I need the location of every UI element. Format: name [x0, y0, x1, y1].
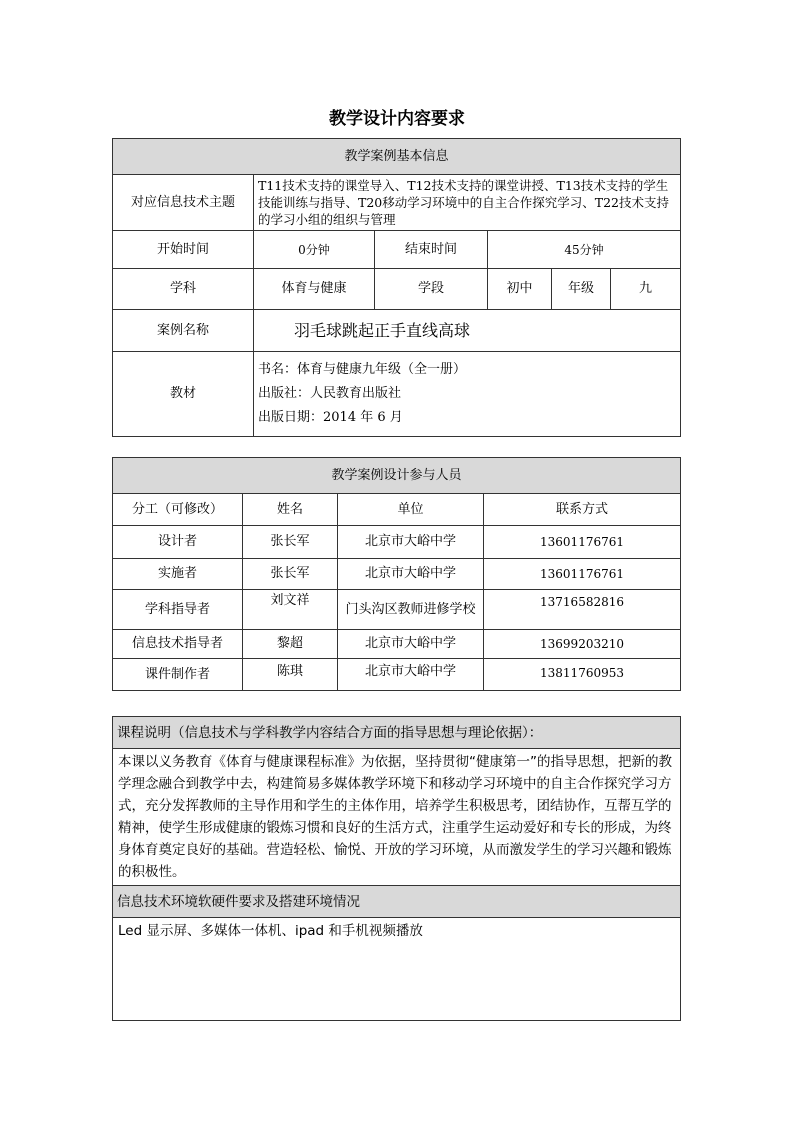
column-header: 姓名	[243, 494, 338, 526]
contact-cell: 13601176761	[484, 526, 681, 559]
participants-table	[112, 457, 681, 691]
name-cell: 黎超	[243, 630, 338, 659]
topic-label: 对应信息技术主题	[113, 175, 254, 231]
name-cell: 陈琪	[243, 659, 338, 691]
grade-value: 九	[611, 269, 681, 310]
start-time-label: 开始时间	[113, 231, 254, 269]
subject-label: 学科	[113, 269, 254, 310]
textbook-line: 出版社：人民教育出版社	[258, 386, 402, 401]
subject-value: 体育与健康	[254, 269, 375, 310]
role-cell: 学科指导者	[113, 590, 243, 630]
start-time-value: 0分钟	[254, 231, 375, 269]
stage-value: 初中	[488, 269, 552, 310]
end-time-value: 45分钟	[488, 231, 681, 269]
participants-header: 教学案例设计参与人员	[113, 458, 681, 494]
end-time-label: 结束时间	[375, 231, 488, 269]
unit-cell: 北京市大峪中学	[338, 630, 484, 659]
table-row	[113, 526, 681, 559]
case-name-label: 案例名称	[113, 310, 254, 352]
name-cell: 张长军	[243, 559, 338, 590]
unit-cell: 北京市大峪中学	[338, 659, 484, 691]
role-cell: 信息技术指导者	[113, 630, 243, 659]
course-description: 本课以义务教育《体育与健康课程标准》为依据，坚持贯彻“健康第一”的指导思想，把新的教学理念融合到教学中去，构建简易多媒体教学环境下和移动学习环境中的自主合作探究学习方式，充分发挥教师的主导作用和学生的主体作用，培养学生积极思考，团结协作，互帮互学的精神，使学生形成健康的锻炼习惯和良好的生活方式，注重学生运动爱好和专长的形成，为终身体育奠定良好的基础。营造轻松、愉悦、开放的学习环境，从而激发学生的学习兴趣和锻炼的积极性。	[113, 749, 681, 886]
textbook-value	[254, 352, 681, 437]
topic-value: T11技术支持的课堂导入、T12技术支持的课堂讲授、T13技术支持的学生技能训练与指导、T20移动学习环境中的自主合作探究学习、T22技术支持的学习小组的组织与管理	[254, 175, 681, 231]
environment-header: 信息技术环境软硬件要求及搭建环境情况	[113, 886, 681, 918]
stage-label: 学段	[375, 269, 488, 310]
basic-info-header: 教学案例基本信息	[113, 139, 681, 175]
basic-info-table	[112, 138, 681, 437]
table-row	[113, 590, 681, 630]
role-cell: 课件制作者	[113, 659, 243, 691]
name-cell: 张长军	[243, 526, 338, 559]
textbook-line: 出版日期：2014 年 6 月	[258, 410, 403, 425]
name-cell: 刘文祥	[243, 590, 338, 630]
table-row	[113, 630, 681, 659]
unit-cell: 北京市大峪中学	[338, 559, 484, 590]
environment-description: Led 显示屏、多媒体一体机、ipad 和手机视频播放	[113, 918, 681, 1021]
table-row	[113, 559, 681, 590]
unit-cell: 北京市大峪中学	[338, 526, 484, 559]
course-header: 课程说明（信息技术与学科教学内容结合方面的指导思想与理论依据）：	[113, 717, 681, 749]
textbook-label: 教材	[113, 352, 254, 437]
contact-cell: 13811760953	[484, 659, 681, 691]
grade-label: 年级	[552, 269, 611, 310]
column-header: 联系方式	[484, 494, 681, 526]
column-header: 分工（可修改）	[113, 494, 243, 526]
page-title: 教学设计内容要求	[329, 109, 465, 129]
textbook-line: 书名：体育与健康九年级（全一册）	[258, 362, 467, 377]
column-header: 单位	[338, 494, 484, 526]
contact-cell: 13699203210	[484, 630, 681, 659]
unit-cell: 门头沟区教师进修学校	[338, 590, 484, 630]
case-name-value: 羽毛球跳起正手直线高球	[254, 310, 681, 352]
contact-cell: 13601176761	[484, 559, 681, 590]
contact-cell: 13716582816	[484, 590, 681, 630]
table-row	[113, 659, 681, 691]
role-cell: 实施者	[113, 559, 243, 590]
course-table	[112, 716, 681, 1021]
role-cell: 设计者	[113, 526, 243, 559]
